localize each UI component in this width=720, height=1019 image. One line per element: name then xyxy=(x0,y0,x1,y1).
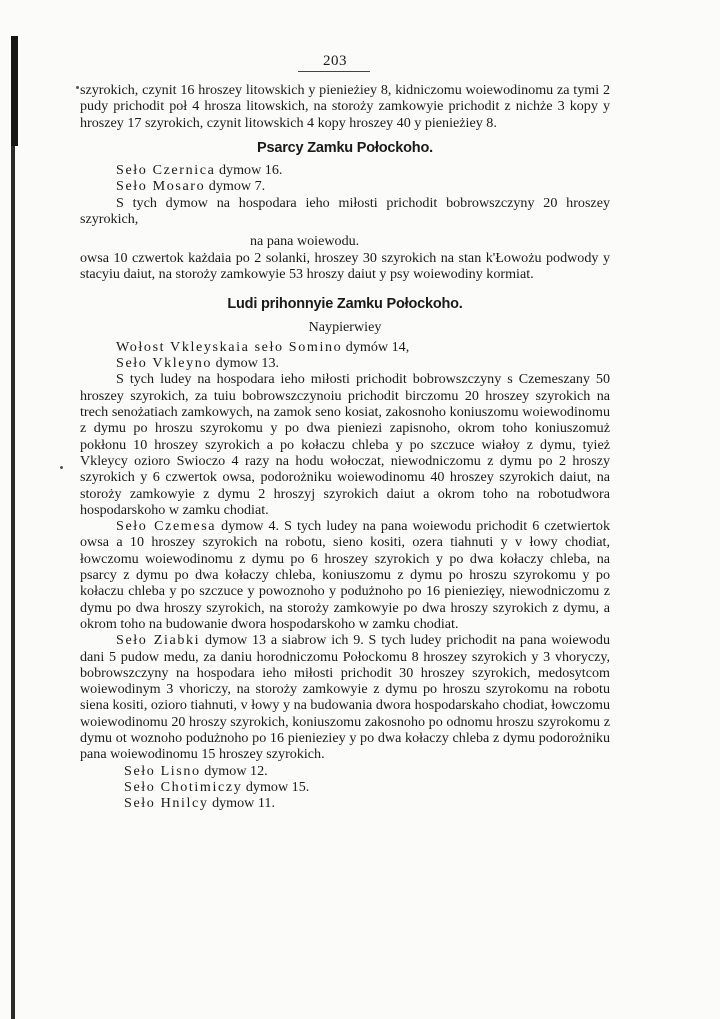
village-name: Seło Czemesa xyxy=(116,518,217,535)
binding-edge xyxy=(11,36,15,1019)
page-body xyxy=(80,82,610,811)
village-count: dymow 15. xyxy=(242,778,310,795)
village-name: Seło Czernica xyxy=(116,162,216,179)
village-entry xyxy=(80,779,610,795)
village-entry xyxy=(80,763,610,779)
body-paragraph: owsa 10 czwertok każdaia po 2 solanki, hroszey 30 szyrokich na stan k'Łowożu podwody y stacyiu daiut, na storoży zamkowyie 53 hroszy daiut y psy woiewodiny kormiat. xyxy=(80,249,610,282)
village-count: dymow 7. xyxy=(205,178,266,195)
village-paragraph xyxy=(80,518,610,632)
village-count: dymów 14, xyxy=(342,338,410,355)
village-count: dymow 12. xyxy=(200,762,268,779)
section-heading-psarcy: Psarcy Zamku Połockoho. xyxy=(257,139,433,156)
ink-speck xyxy=(76,86,79,89)
opening-paragraph: szyrokich, czynit 16 hroszey litowskich y pienieżiey 8, kidniczomu woiewodinomu za tymi 2 pudy prichodit poł 4 hrosza litowskich, na storoży zamkowyie prichodit z nichże 3 kopy y hroszey 17 szyrokich, czynit litowskich 4 kopy hroszey 40 y pienieżiey 8. xyxy=(80,82,610,131)
village-count: dymow 16. xyxy=(215,162,283,179)
village-count: dymow 11. xyxy=(208,795,275,812)
village-entry xyxy=(80,339,610,355)
body-paragraph: S tych dymow na hospodara ieho miłosti prichodit bobrowszczyny 20 hroszey szyrokich, xyxy=(80,194,610,228)
village-count: dymow 13. xyxy=(212,355,280,372)
village-entry xyxy=(80,178,610,194)
village-name: Seło Ziabki xyxy=(116,632,201,649)
page-number: 203 xyxy=(323,53,347,69)
village-text: dymow 4. S tych ludey na pana woiewodu prichodit 6 czetwiertok owsa a 10 hroszey szyrokich na robotu, sieno kositi, ozera tiahnuti y v łowy chodiat, łowczomu woiewodinomu z dymu po 6 hroszey szyrokich y po dwa kołaczy chleba, na psarcy z dymu po dwa kołaczy chleba, koniuszomu z dymu po hroszu szyrokomu y po kołaczu chleba y po szczuce y powoznoho y podużnoho po 16 pieniezięy, niewodniczomu z dymu po dwa hroszy szyrokich, na storoży zamkowyie po dwa hroszy szyrokich z dymu, a okrom toho na budowanie dwora hospodarskoho w zamku chodiat. xyxy=(80,518,610,632)
village-entry xyxy=(80,355,610,371)
village-text: dymow 13 a siabrow ich 9. S tych ludey prichodit na pana woiewodu dani 5 pudow medu, za daniu horodniczomu Połockomu 8 hroszey szyrokich y 3 vhoryczy, bobrowszczyny na hospodara ieho miłosti prichodit 30 hroszey szyrokich, medosytcom woiewodinym 3 vhoriczy, na storoży zamkowyie z dymu po hroszu szyrokomu na robotu siena kositi, ozioro tiahnuti, v łowy y na budowania dwora hospodarskaho chodiat, łowczomu woiewodinomu 20 hroszy szyrokich, koniuszomu zakosnoho po odnomu hroszu szyrokomu z dymu ot woznoho podużnoho po 16 pienieziey y po dwa kołaczy chleba z dymu podorożniku pana woiewodinomu 15 hroszey szyrokich. xyxy=(80,632,610,763)
binding-edge-shadow xyxy=(11,36,18,146)
ink-speck xyxy=(60,466,63,469)
village-name: Wołost Vkleyskaia seło Somino xyxy=(116,338,343,355)
village-name: Seło Lisno xyxy=(124,762,201,779)
village-name: Seło Mosaro xyxy=(116,178,206,195)
village-entry xyxy=(80,162,610,178)
village-name: Seło Hnilcy xyxy=(124,795,209,812)
page-number-rule xyxy=(298,71,370,72)
body-line: na pana woiewodu. xyxy=(250,233,360,250)
section-heading-ludi: Ludi prihonnyie Zamku Połockoho. xyxy=(227,296,463,313)
village-paragraph xyxy=(80,632,610,762)
section-subheading: Naypierwiey xyxy=(308,318,382,335)
village-name: Seło Vkleyno xyxy=(116,355,213,372)
village-entry xyxy=(80,795,610,811)
body-paragraph: S tych ludey na hospodara ieho miłosti prichodit bobrowszczyny s Czemeszany 50 hroszey szyrokich, za tuiu bobrowszczynoiu prichodit birczomu 20 hroszey szyrokich na trech senożatiach zamkowych, na zamok seno kosiat, zakosnoho koniuszomu woiewodinomu z dymu po hroszu szyrokomu y po dwa pieniezi zapisnoho, okrom toho koniuszomuż pokłonu 10 hroszey szyrokich a po kołaczu chleba y po szczuce wiałoy z dymu, tyież Vkleycy ozioro Swioczo 4 razy na hodu wołoczat, niewodniczomu z dymu po 2 hroszy szyrokich y 6 czwertok owsa, podorożniku woiewodinomu 40 hroszey szyrokich daiut, na storoży zamkowyie z dymu 2 hroszyj szyrokich daiut a okrom toho na robotudwora hospodarskoho w zamku chodiat. xyxy=(80,371,610,518)
village-name: Seło Chotimiczy xyxy=(124,778,243,795)
